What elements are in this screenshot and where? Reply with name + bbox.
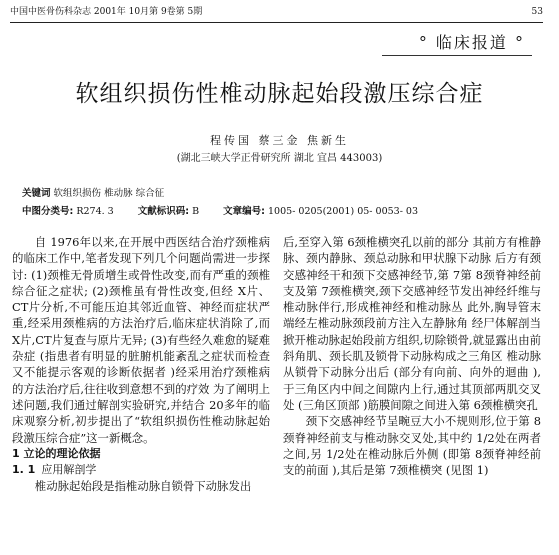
anatomy-paragraph-start: 椎动脉起始段是指椎动脉自锁骨下动脉发出: [34, 479, 252, 494]
author-list: 程传国 蔡三金 焦新生: [210, 134, 349, 147]
article-title: 软组织损伤性椎动脉起始段激压综合症: [75, 81, 484, 107]
header-rule: [10, 22, 543, 23]
subsection-heading-1-1: [12, 462, 270, 478]
subsection-title: 应用解剖学: [41, 463, 97, 477]
keywords-label: 关键词: [22, 188, 51, 199]
clc-label: 中图分类号:: [22, 206, 74, 217]
page-number: 53: [531, 7, 543, 17]
article-metadata: [22, 187, 542, 223]
article-number-label: 文章编号:: [223, 206, 265, 217]
author-affiliation: (湖北三峡大学正骨研究所 湖北 宜昌 443003): [176, 153, 383, 164]
keywords-value: 软组织损伤 椎动脉 综合征: [53, 188, 165, 199]
journal-citation: 中国中医骨伤科杂志 2001年 10月第 9卷第 5期: [10, 7, 203, 17]
section-heading-1: 1 立论的理论依据: [12, 446, 101, 460]
ganglion-paragraph: 颈下交感神经节呈畹豆大小不规则形,位于第 8颈脊神经前支与椎动脉交叉处,其中约 1/2处在两者之间,另 1/2处在椎动脉后外侧 (即第 8颈脊神经前支的前面 ),其后是第 7颈椎横突 (见图 1): [283, 414, 541, 478]
intro-paragraph: 自 1976年以来,在开展中西医结合治疗颈椎病的临床工作中,笔者发现下列几个问题尚需进一步探讨: (1)颈椎无骨质增生或骨性改变,而有严重的颈椎综合征之症状; (2)颈椎虽有骨性改变,但经 X片、CT片分析,不可能压迫其邻近血管、神经而症状严重,经采用颈椎病的方法治疗后,临床症状消除了,而 X片,CT片复查与原片无异; (3)有些经久难愈的疑难杂症 (指患者有明显的脏腑机能紊乱之症状而检查又不能提示客观的诊断依据者 )经采用治疗颈椎病的方法治疗后,往往收到意想不到的疗效 为了阐明上述问题,我们通过解剖实验研究,并结合 20多年的临床观察分析,初步提出了“软组织损伤性椎动脉起始段激压综合症”这一新概念。: [12, 235, 270, 445]
section-rule: [382, 55, 532, 56]
keywords-row: [22, 187, 542, 200]
subsection-number: 1. 1: [12, 463, 36, 477]
running-head: [10, 7, 543, 18]
body-column-left: [12, 234, 270, 495]
doc-code-label: 文献标识码:: [137, 206, 190, 217]
body-column-right: [283, 234, 541, 478]
article-number-value: 1005- 0205(2001) 05- 0053- 03: [268, 206, 419, 217]
section-label: ° 临床报道 °: [418, 33, 525, 52]
classification-row: [22, 205, 542, 218]
clc-value: R274. 3: [76, 206, 114, 217]
doc-code-value: B: [192, 206, 200, 217]
anatomy-paragraph-continued: 后,至穿入第 6颈椎横突孔以前的部分 其前方有椎静脉、颈内静脉、颈总动脉和甲状腺下动脉 后方有颈交感神经干和颈下交感神经节,第 7第 8颈脊神经前支及第 7颈椎横突,颈下交感神经节发出神经纤维与椎动脉伴行,形成椎神经和椎动脉丛 此外,胸导管末端经左椎动脉颈段前方注入左静脉角 经尸体解剖当掀开椎动脉起始段前方组织,切除锁骨,就显露出由前斜角肌、颈长肌及锁骨下动脉构成之三角区 椎动脉从锁骨下动脉分出后 (部分有向前、向外的迴曲 ),于三角区内中间之间隙内上行,通过其顶部两肌交叉处 (三角区顶部 )筋膜间隙之间进入第 6颈椎横突孔: [283, 235, 541, 412]
